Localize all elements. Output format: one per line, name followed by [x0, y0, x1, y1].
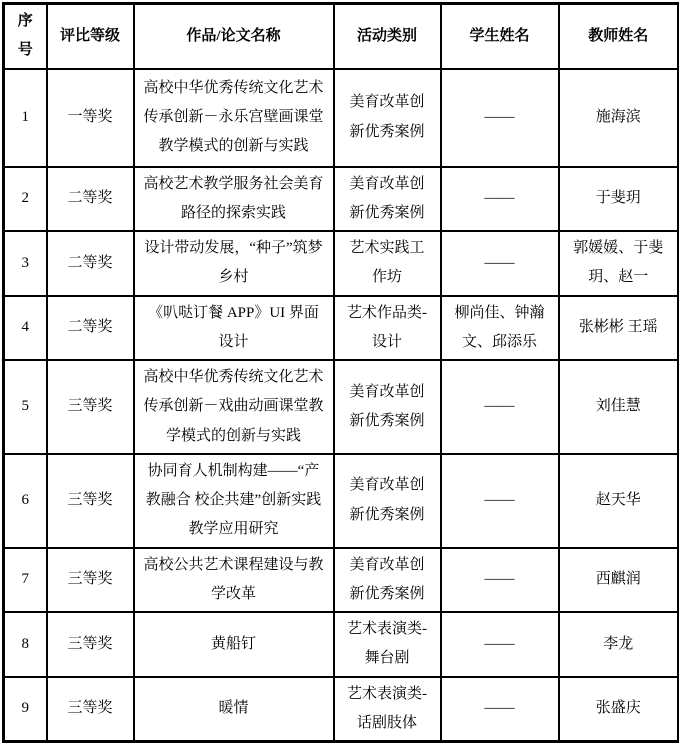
- cell-serial: 6: [4, 454, 47, 548]
- table-row: [4, 296, 679, 361]
- cell-title: 高校艺术教学服务社会美育路径的探索实践: [134, 167, 334, 232]
- cell-serial: 1: [4, 69, 47, 167]
- cell-students: ——: [441, 167, 559, 232]
- cell-grade: 三等奖: [47, 677, 134, 742]
- table-row: [4, 677, 679, 742]
- table-row: [4, 231, 679, 296]
- header-serial: [4, 4, 47, 69]
- cell-title: 《叭哒订餐 APP》UI 界面设计: [134, 296, 334, 361]
- cell-category: 美育改革创新优秀案例: [334, 167, 441, 232]
- cell-teachers: 李龙: [559, 612, 679, 677]
- header-students: 学生姓名: [441, 4, 559, 69]
- header-row: [4, 4, 679, 69]
- cell-category: 美育改革创新优秀案例: [334, 360, 441, 454]
- awards-table: [2, 2, 679, 743]
- cell-title: 高校中华优秀传统文化艺术传承创新－戏曲动画课堂教学模式的创新与实践: [134, 360, 334, 454]
- header-category: 活动类别: [334, 4, 441, 69]
- cell-title: 高校公共艺术课程建设与教学改革: [134, 548, 334, 613]
- cell-grade: 一等奖: [47, 69, 134, 167]
- cell-grade: 三等奖: [47, 360, 134, 454]
- cell-students: ——: [441, 548, 559, 613]
- cell-title: 协同育人机制构建——“产教融合 校企共建”创新实践教学应用研究: [134, 454, 334, 548]
- cell-grade: 三等奖: [47, 612, 134, 677]
- cell-title: 设计带动发展，“种子”筑梦乡村: [134, 231, 334, 296]
- cell-teachers: 张盛庆: [559, 677, 679, 742]
- cell-category: 艺术表演类-舞台剧: [334, 612, 441, 677]
- cell-serial: 5: [4, 360, 47, 454]
- cell-students: ——: [441, 231, 559, 296]
- cell-students: ——: [441, 454, 559, 548]
- cell-category: 美育改革创新优秀案例: [334, 69, 441, 167]
- cell-students: ——: [441, 612, 559, 677]
- cell-students: 柳尚佳、钟瀚文、邱添乐: [441, 296, 559, 361]
- cell-teachers: 赵天华: [559, 454, 679, 548]
- table-row: [4, 454, 679, 548]
- cell-teachers: 张彬彬 王瑶: [559, 296, 679, 361]
- cell-grade: 三等奖: [47, 548, 134, 613]
- cell-title: 高校中华优秀传统文化艺术传承创新－永乐宫壁画课堂教学模式的创新与实践: [134, 69, 334, 167]
- cell-grade: 二等奖: [47, 231, 134, 296]
- cell-grade: 三等奖: [47, 454, 134, 548]
- cell-students: ——: [441, 360, 559, 454]
- cell-teachers: 施海滨: [559, 69, 679, 167]
- cell-serial: 8: [4, 612, 47, 677]
- cell-category: 艺术作品类-设计: [334, 296, 441, 361]
- cell-students: ——: [441, 69, 559, 167]
- header-serial-label: 序号: [17, 13, 33, 59]
- table-row: [4, 69, 679, 167]
- table-row: [4, 548, 679, 613]
- cell-serial: 2: [4, 167, 47, 232]
- table-row: [4, 612, 679, 677]
- cell-category: 艺术实践工作坊: [334, 231, 441, 296]
- table-row: [4, 167, 679, 232]
- cell-students: ——: [441, 677, 559, 742]
- header-title: 作品/论文名称: [134, 4, 334, 69]
- header-teachers: 教师姓名: [559, 4, 679, 69]
- cell-serial: 3: [4, 231, 47, 296]
- cell-serial: 4: [4, 296, 47, 361]
- cell-teachers: 刘佳慧: [559, 360, 679, 454]
- cell-grade: 二等奖: [47, 167, 134, 232]
- table-row: [4, 360, 679, 454]
- cell-category: 艺术表演类-话剧肢体: [334, 677, 441, 742]
- cell-title: 暖情: [134, 677, 334, 742]
- header-grade: 评比等级: [47, 4, 134, 69]
- cell-teachers: 西麒润: [559, 548, 679, 613]
- cell-category: 美育改革创新优秀案例: [334, 548, 441, 613]
- cell-serial: 7: [4, 548, 47, 613]
- cell-category: 美育改革创新优秀案例: [334, 454, 441, 548]
- cell-teachers: 郭媛媛、于斐玥、赵一: [559, 231, 679, 296]
- cell-title: 黄船钉: [134, 612, 334, 677]
- cell-serial: 9: [4, 677, 47, 742]
- cell-grade: 二等奖: [47, 296, 134, 361]
- cell-teachers: 于斐玥: [559, 167, 679, 232]
